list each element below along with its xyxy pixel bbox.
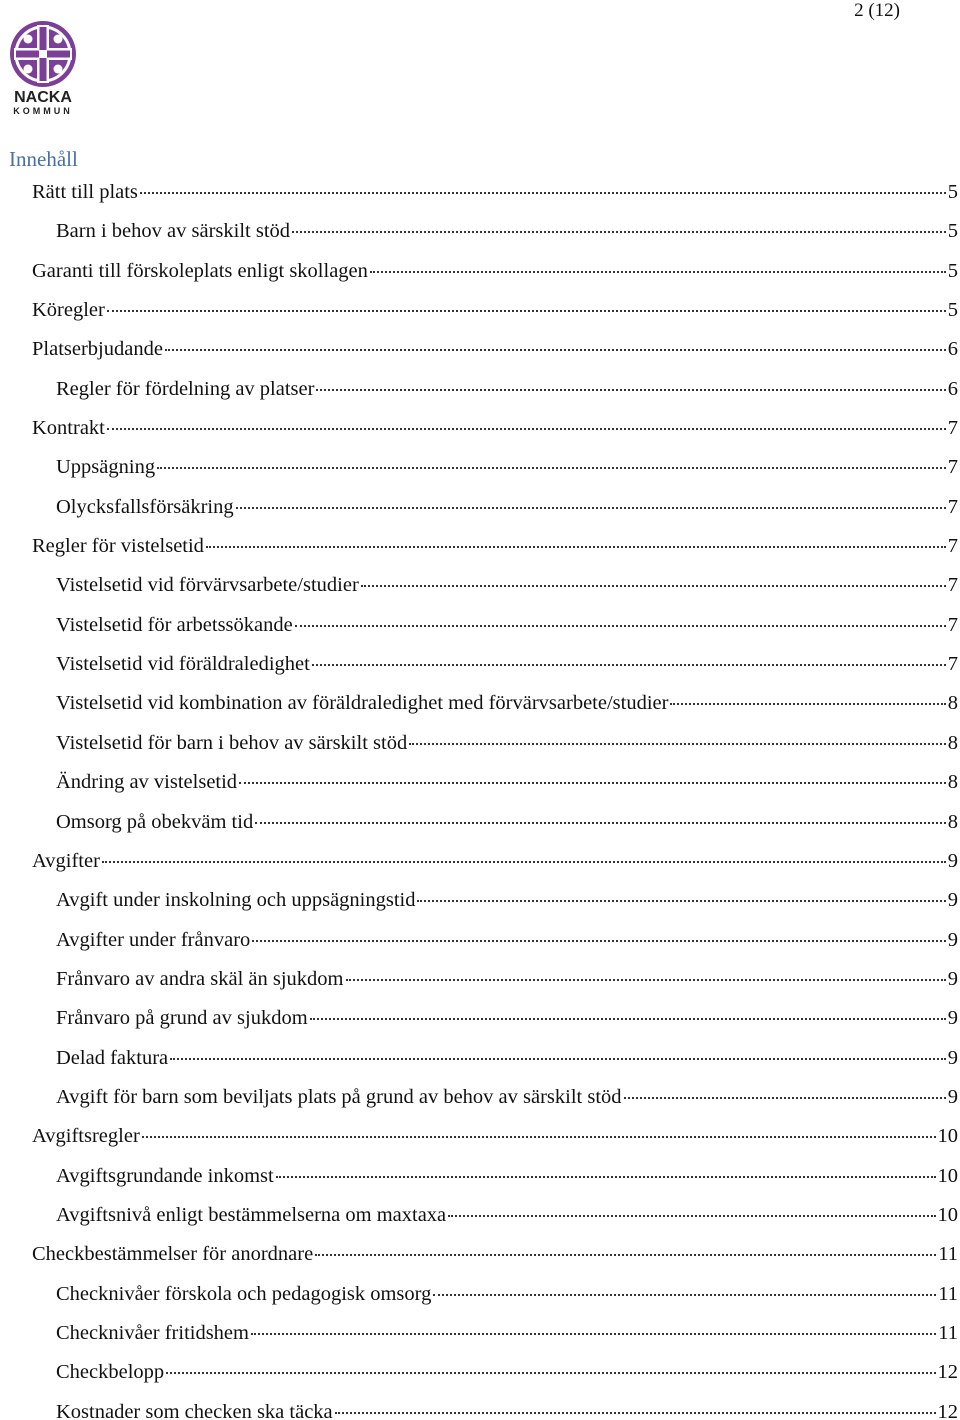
toc-entry-page: 8 (947, 771, 958, 794)
toc-entry[interactable] (0, 1155, 960, 1194)
toc-entry[interactable] (0, 1351, 960, 1390)
page-number: 2 (12) (854, 0, 900, 21)
toc-entry[interactable] (0, 1194, 960, 1233)
toc-entry-label: Vistelsetid vid föräldraledighet (56, 653, 310, 676)
toc-entry-page: 12 (937, 1400, 958, 1420)
toc-entry[interactable] (0, 171, 960, 210)
toc-entry[interactable] (0, 958, 960, 997)
toc-entry-page: 9 (947, 928, 958, 951)
toc-entry[interactable] (0, 525, 960, 564)
toc-entry-page: 10 (937, 1203, 958, 1226)
toc-entry-page: 7 (947, 417, 958, 440)
toc-entry-page: 5 (947, 181, 958, 203)
toc-dot-leader (165, 349, 946, 351)
toc-entry-page: 7 (947, 613, 958, 636)
toc-entry-page: 7 (947, 574, 958, 597)
toc-entry-label: Avgift under inskolning och uppsägningstid (56, 889, 416, 912)
toc-entry[interactable] (0, 250, 960, 289)
toc-dot-leader (107, 310, 946, 312)
toc-entry-label: Ändring av vistelsetid (56, 771, 238, 794)
toc-entry-page: 5 (947, 259, 958, 282)
toc-dot-leader (316, 389, 945, 391)
toc-entry[interactable] (0, 1076, 960, 1115)
toc-entry[interactable] (0, 682, 960, 721)
toc-entry[interactable] (0, 1312, 960, 1351)
toc-entry-page: 11 (938, 1321, 958, 1344)
toc-dot-leader (417, 900, 945, 902)
toc-entry-label: Barn i behov av särskilt stöd (56, 220, 291, 243)
toc-entry-page: 9 (947, 1085, 958, 1108)
toc-entry-label: Rätt till plats (32, 181, 138, 203)
toc-dot-leader (433, 1294, 936, 1296)
toc-entry[interactable] (0, 643, 960, 682)
toc-entry-label: Checkbestämmelser för anordnare (32, 1243, 314, 1266)
toc-entry-label: Frånvaro på grund av sjukdom (56, 1007, 308, 1030)
toc-dot-leader (409, 743, 946, 745)
toc-dot-leader (310, 1018, 946, 1020)
toc-entry-page: 10 (937, 1164, 958, 1187)
toc-entry[interactable] (0, 801, 960, 840)
toc-entry-label: Avgiftsgrundande inkomst (56, 1164, 274, 1187)
toc-entry-label: Uppsägning (56, 456, 156, 479)
toc-entry[interactable] (0, 879, 960, 918)
toc-entry[interactable] (0, 604, 960, 643)
toc-dot-leader (170, 1058, 946, 1060)
toc-entry-label: Avgift för barn som beviljats plats på grund av behov av särskilt stöd (56, 1085, 622, 1108)
toc-entry-page: 9 (947, 1007, 958, 1030)
logo-name: NACKA (14, 89, 72, 106)
toc-dot-leader (255, 822, 946, 824)
toc-dot-leader (624, 1097, 946, 1099)
toc-entry[interactable] (0, 328, 960, 367)
toc-entry-page: 6 (947, 377, 958, 400)
toc-entry-page: 11 (938, 1243, 958, 1266)
toc-entry[interactable] (0, 997, 960, 1036)
logo-subname: KOMMUN (13, 106, 73, 116)
toc-entry-page: 9 (947, 889, 958, 912)
toc-entry-label: Kostnader som checken ska täcka (56, 1400, 333, 1420)
toc-dot-leader (157, 467, 946, 469)
toc-dot-leader (370, 271, 946, 273)
toc-entry[interactable] (0, 840, 960, 879)
toc-entry-page: 7 (947, 535, 958, 558)
toc-entry-label: Regler för fördelning av platser (56, 377, 315, 400)
toc-entry[interactable] (0, 1115, 960, 1154)
toc-entry[interactable] (0, 210, 960, 249)
toc-entry-page: 5 (947, 220, 958, 243)
toc-dot-leader (312, 664, 946, 666)
toc-entry-label: Avgiftsnivå enligt bestämmelserna om maxtaxa (56, 1203, 447, 1226)
nacka-kommun-crest-icon (6, 18, 80, 90)
toc-entry-label: Delad faktura (56, 1046, 169, 1069)
toc-entry-label: Köregler (32, 299, 105, 322)
toc-entry-label: Kontrakt (32, 417, 105, 440)
toc-entry[interactable] (0, 368, 960, 407)
toc-entry[interactable] (0, 564, 960, 603)
toc-entry[interactable] (0, 1273, 960, 1312)
toc-dot-leader (448, 1215, 935, 1217)
toc-entry-label: Olycksfallsförsäkring (56, 495, 234, 518)
toc-dot-leader (107, 428, 946, 430)
toc-dot-leader (142, 1136, 936, 1138)
toc-dot-leader (346, 979, 946, 981)
toc-heading: Innehåll (9, 147, 78, 171)
toc-entry-page: 7 (947, 653, 958, 676)
toc-entry-page: 9 (947, 849, 958, 872)
toc-entry[interactable] (0, 1233, 960, 1272)
toc-entry-label: Checkbelopp (56, 1361, 165, 1384)
toc-entry-page: 7 (947, 456, 958, 479)
toc-entry-label: Checknivåer förskola och pedagogisk omsorg (56, 1282, 432, 1305)
toc-entry-page: 7 (947, 495, 958, 518)
toc-entry-label: Regler för vistelsetid (32, 535, 204, 558)
toc-dot-leader (292, 231, 946, 233)
toc-entry-label: Vistelsetid för arbetssökande (56, 613, 293, 636)
toc-entry-label: Platserbjudande (32, 338, 163, 361)
toc-entry[interactable] (0, 1391, 960, 1420)
toc-dot-leader (140, 192, 946, 194)
toc-entry-page: 9 (947, 1046, 958, 1069)
toc-dot-leader (295, 625, 946, 627)
toc-entry-label: Vistelsetid för barn i behov av särskilt stöd (56, 731, 408, 754)
toc-entry-page: 11 (938, 1282, 958, 1305)
toc-dot-leader (206, 546, 946, 548)
toc-dot-leader (670, 703, 945, 705)
toc-entry-label: Checknivåer fritidshem (56, 1321, 249, 1344)
toc-entry[interactable] (0, 722, 960, 761)
table-of-contents (0, 171, 960, 1420)
toc-entry[interactable] (0, 1037, 960, 1076)
toc-entry[interactable] (0, 446, 960, 485)
toc-entry-page: 9 (947, 967, 958, 990)
toc-entry-label: Garanti till förskoleplats enligt skollagen (32, 259, 368, 282)
toc-entry-page: 12 (937, 1361, 958, 1384)
toc-entry-label: Avgifter under frånvaro (56, 928, 251, 951)
toc-dot-leader (239, 782, 946, 784)
toc-entry-page: 8 (947, 810, 958, 833)
toc-entry-label: Vistelsetid vid förvärvsarbete/studier (56, 574, 359, 597)
toc-dot-leader (252, 940, 945, 942)
toc-entry[interactable] (0, 289, 960, 328)
toc-entry-label: Avgiftsregler (32, 1125, 140, 1148)
toc-dot-leader (361, 585, 946, 587)
toc-dot-leader (315, 1254, 936, 1256)
toc-entry[interactable] (0, 486, 960, 525)
toc-dot-leader (236, 507, 946, 509)
toc-entry-label: Frånvaro av andra skäl än sjukdom (56, 967, 344, 990)
toc-entry-page: 10 (937, 1125, 958, 1148)
toc-entry-page: 6 (947, 338, 958, 361)
toc-entry-label: Vistelsetid vid kombination av föräldraledighet med förvärvsarbete/studier (56, 692, 669, 715)
toc-entry-page: 8 (947, 731, 958, 754)
toc-dot-leader (251, 1333, 936, 1335)
toc-entry[interactable] (0, 761, 960, 800)
toc-entry[interactable] (0, 407, 960, 446)
toc-entry-page: 5 (947, 299, 958, 322)
toc-entry-label: Avgifter (32, 849, 100, 872)
toc-entry-page: 8 (947, 692, 958, 715)
toc-entry-label: Omsorg på obekväm tid (56, 810, 254, 833)
toc-entry[interactable] (0, 919, 960, 958)
nacka-kommun-logo (6, 18, 80, 118)
toc-dot-leader (276, 1176, 936, 1178)
toc-dot-leader (166, 1372, 935, 1374)
toc-dot-leader (335, 1412, 936, 1414)
toc-dot-leader (102, 861, 946, 863)
